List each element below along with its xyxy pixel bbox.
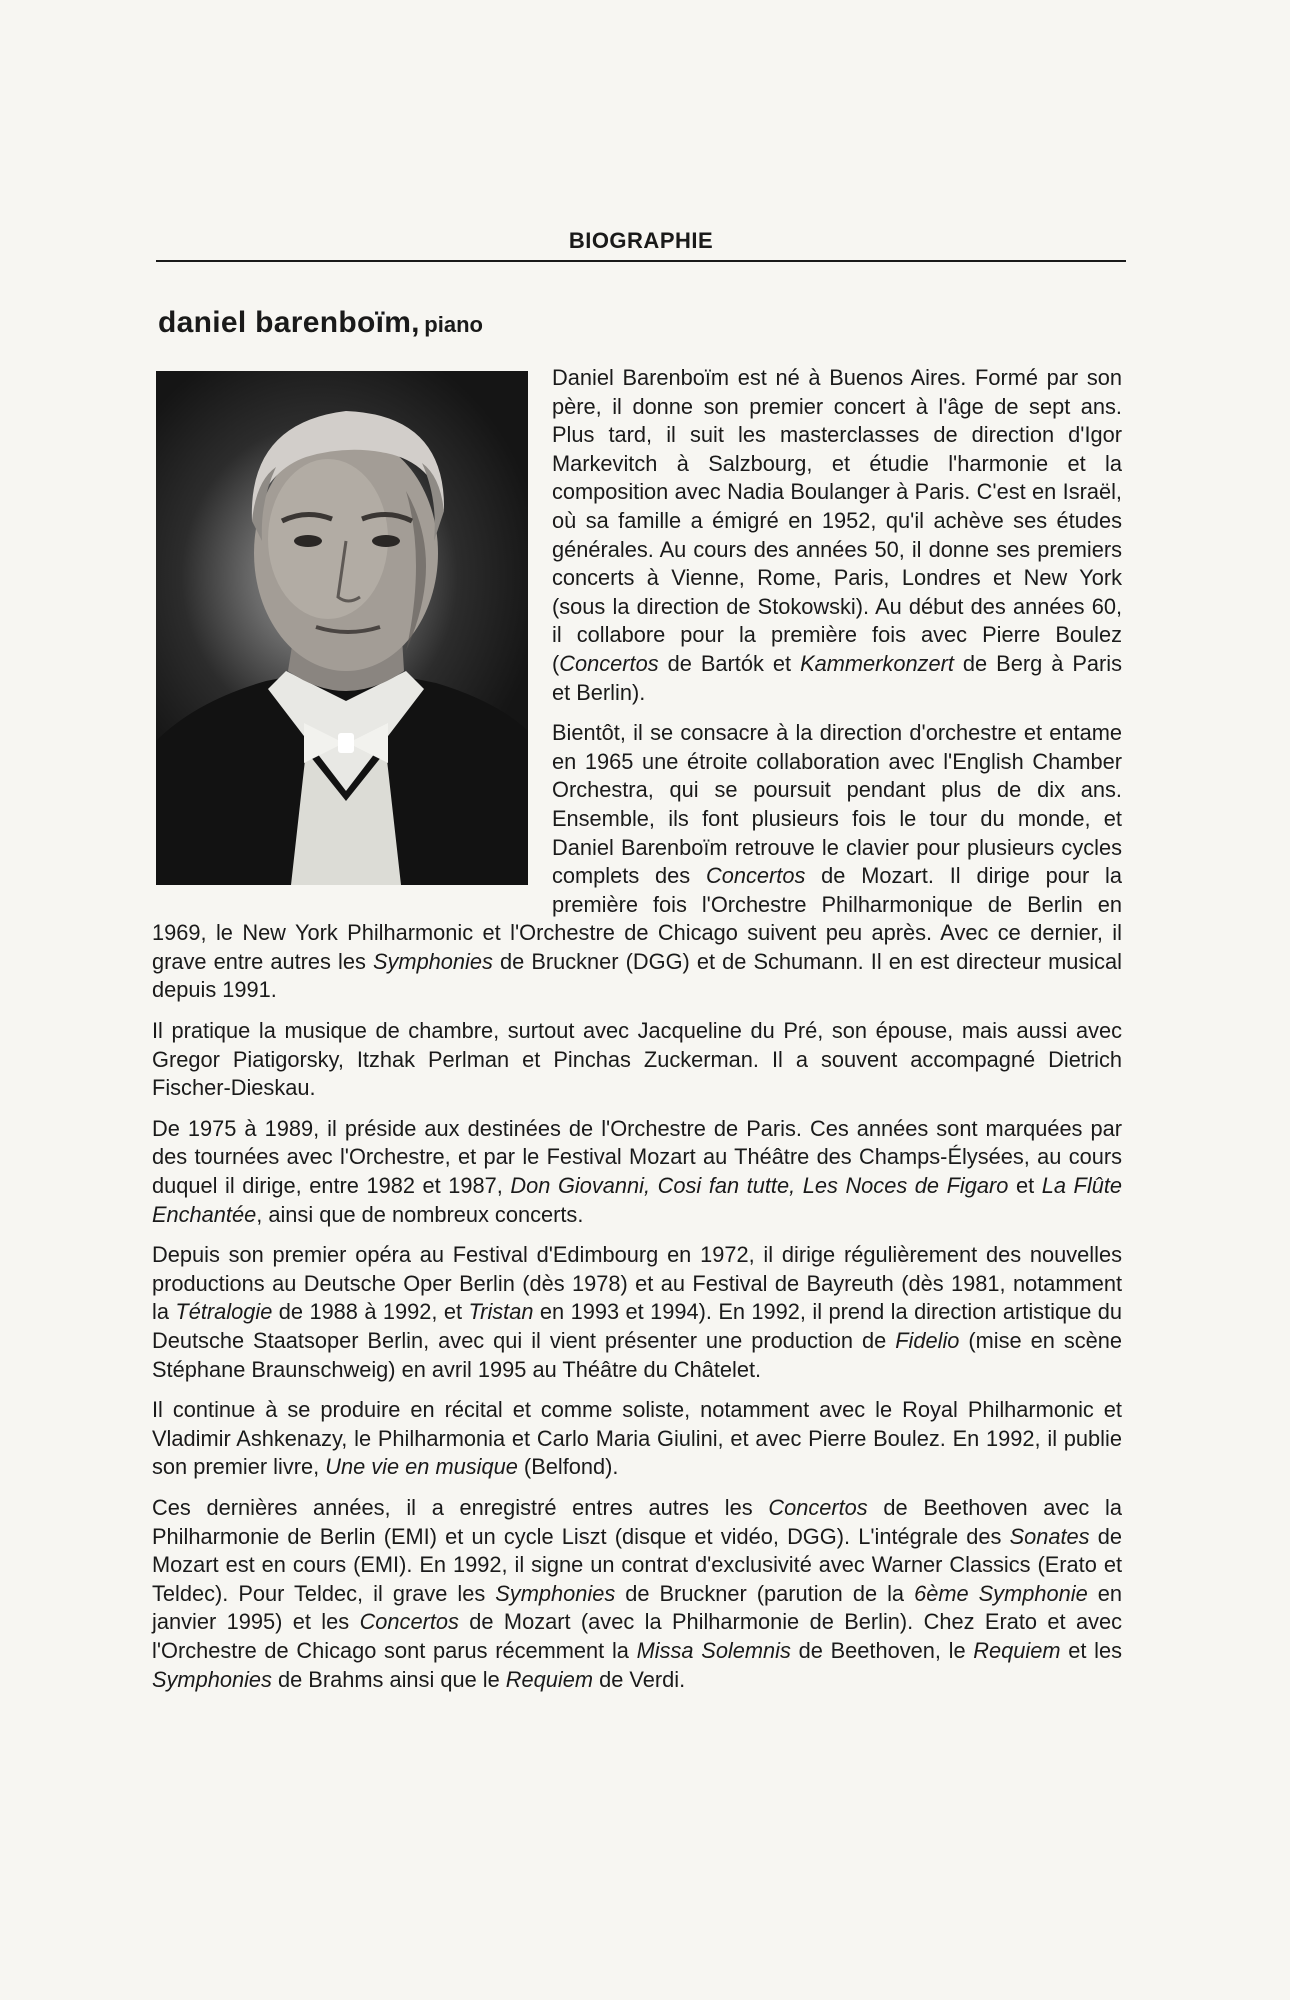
italic-title: Concertos bbox=[768, 1494, 868, 1520]
section-header: BIOGRAPHIE bbox=[568, 228, 714, 253]
text-run: de Bruckner (DGG) et de Schumann. Il en est directeur musical depuis 1991. bbox=[152, 948, 1122, 1003]
text-run: de Bartók et bbox=[658, 650, 801, 676]
text-run: de Mozart (avec la Philharmonie de Berlin). Chez Erato et avec l'Orchestre de Chicago sont parus récemment la bbox=[152, 1609, 1122, 1663]
biography-text bbox=[152, 364, 1122, 1706]
italic-title: Symphonies bbox=[372, 948, 493, 974]
text-run: de Berg à Paris et Berlin). bbox=[552, 650, 1122, 705]
biography-paragraph bbox=[152, 1241, 1122, 1384]
italic-title: Kammerkonzert bbox=[800, 650, 954, 676]
italic-title: Symphonies bbox=[495, 1580, 616, 1606]
text-run: (Belfond). bbox=[517, 1454, 619, 1480]
text-run: Il pratique la musique de chambre, surtout avec Jacqueline du Pré, son épouse, mais aussi avec Gregor Piatigorsky, Itzhak Perlman et Pinchas Zuckerman. Il a souvent accompagné Dietrich Fischer-Dieskau. bbox=[152, 1018, 1122, 1101]
text-run: de 1988 à 1992, et bbox=[272, 1299, 469, 1325]
text-run: de Beethoven avec la Philharmonie de Berlin (EMI) et un cycle Liszt (disque et vidéo, DGG). L'intégrale des bbox=[152, 1494, 1123, 1549]
italic-title: Missa Solemnis bbox=[636, 1637, 791, 1663]
text-run: de Bruckner (parution de la bbox=[615, 1580, 915, 1606]
italic-title: Une vie en musique bbox=[325, 1454, 518, 1480]
text-run: Depuis son premier opéra au Festival d'Edimbourg en 1972, il dirige régulièrement des nouvelles productions au Deutsche Oper Berlin (dès 1978) et au Festival de Bayreuth (dès 1981, notamment la bbox=[152, 1242, 1122, 1325]
biography-paragraph bbox=[152, 1115, 1122, 1229]
biography-paragraph bbox=[152, 1396, 1122, 1482]
portrait-illustration bbox=[156, 371, 528, 885]
italic-title: Requiem bbox=[973, 1637, 1061, 1663]
italic-title: Concertos bbox=[559, 650, 659, 676]
text-run: de Verdi. bbox=[593, 1666, 686, 1692]
italic-title: Concertos bbox=[359, 1609, 459, 1635]
italic-title: Fidelio bbox=[895, 1328, 960, 1353]
header-rule bbox=[156, 260, 1126, 262]
text-run: en 1993 et 1994). En 1992, il prend la direction artistique du Deutsche Staatsoper Berlin, avec qui il vient présenter une production de bbox=[152, 1299, 1122, 1353]
artist-role: piano bbox=[424, 312, 483, 337]
italic-title: Symphonies bbox=[152, 1666, 272, 1692]
text-run: et bbox=[1008, 1173, 1042, 1199]
artist-heading bbox=[158, 306, 483, 340]
text-run: Daniel Barenboïm est né à Buenos Aires. Formé par son père, il donne son premier concert à l'âge de sept ans. Plus tard, il suit les masterclasses de direction d'Igor Markevitch à Salzbourg, et étudie l'harmonie et la composition avec Nadia Boulanger à Paris. C'est en Israël, où sa famille a émigré en 1952, qu'il achève ses études générales. Au cours des années 50, il donne ses premiers concerts à Vienne, Rome, Paris, Londres et New York (sous la direction de Stokowski). Au début des années 60, il collabore pour la première fois avec Pierre Boulez ( bbox=[552, 365, 1122, 676]
text-run: (mise en scène Stéphane Braunschweig) en avril 1995 au Théâtre du Châtelet. bbox=[152, 1328, 1122, 1382]
italic-title: Sonates bbox=[1009, 1523, 1090, 1549]
text-run: De 1975 à 1989, il préside aux destinées de l'Orchestre de Paris. Ces années sont marquées par des tournées avec l'Orchestre, et par le Festival Mozart au Théâtre des Champs-Élysées, au cours duquel il dirige, entre 1982 et 1987, bbox=[152, 1115, 1122, 1199]
text-run: Bientôt, il se consacre à la direction d'orchestre et entame en 1965 une étroite collaboration avec l'English Chamber Orchestra, qui se poursuit pendant plus de dix ans. Ensemble, ils font plusieurs fois le tour du monde, et Daniel Barenboïm retrouve le clavier pour plusieurs cycles complets des bbox=[552, 720, 1122, 889]
italic-title: 6ème Symphonie bbox=[914, 1580, 1088, 1606]
biography-paragraph bbox=[152, 1017, 1122, 1103]
text-run: Ces dernières années, il a enregistré entres autres les bbox=[152, 1494, 769, 1520]
text-run: de Beethoven, le bbox=[790, 1637, 974, 1663]
text-run: de Mozart est en cours (EMI). En 1992, il signe un contrat d'exclusivité avec Warner Classics (Erato et Teldec). Pour Teldec, il grave les bbox=[152, 1523, 1122, 1606]
text-run: de Mozart. Il dirige pour la première fois l'Orchestre Philharmonique de Berlin en 1969, le New York Philharmonic et l'Orchestre de Chicago suivent peu après. Avec ce dernier, il grave entre autres les bbox=[152, 863, 1122, 974]
italic-title: Requiem bbox=[505, 1666, 594, 1692]
biography-paragraph bbox=[152, 1494, 1122, 1694]
text-run: et les bbox=[1060, 1637, 1123, 1663]
portrait-photo bbox=[156, 371, 528, 885]
text-run: Il continue à se produire en récital et comme soliste, notamment avec le Royal Philharmonic et Vladimir Ashkenazy, le Philharmonia et Carlo Maria Giulini, et avec Pierre Boulez. En 1992, il publie son premier livre, bbox=[152, 1397, 1122, 1480]
italic-title: La Flûte Enchantée bbox=[152, 1173, 1123, 1227]
text-run: , ainsi que de nombreux concerts. bbox=[256, 1201, 584, 1227]
text-run: de Brahms ainsi que le bbox=[271, 1666, 506, 1692]
italic-title: Concertos bbox=[706, 863, 806, 889]
italic-title: Tétralogie bbox=[175, 1299, 273, 1325]
italic-title: Don Giovanni, Cosi fan tutte, Les Noces de Figaro bbox=[510, 1173, 1009, 1199]
text-run: en janvier 1995) et les bbox=[152, 1580, 1122, 1635]
italic-title: Tristan bbox=[468, 1299, 534, 1325]
artist-name: daniel barenboïm, bbox=[158, 306, 420, 339]
